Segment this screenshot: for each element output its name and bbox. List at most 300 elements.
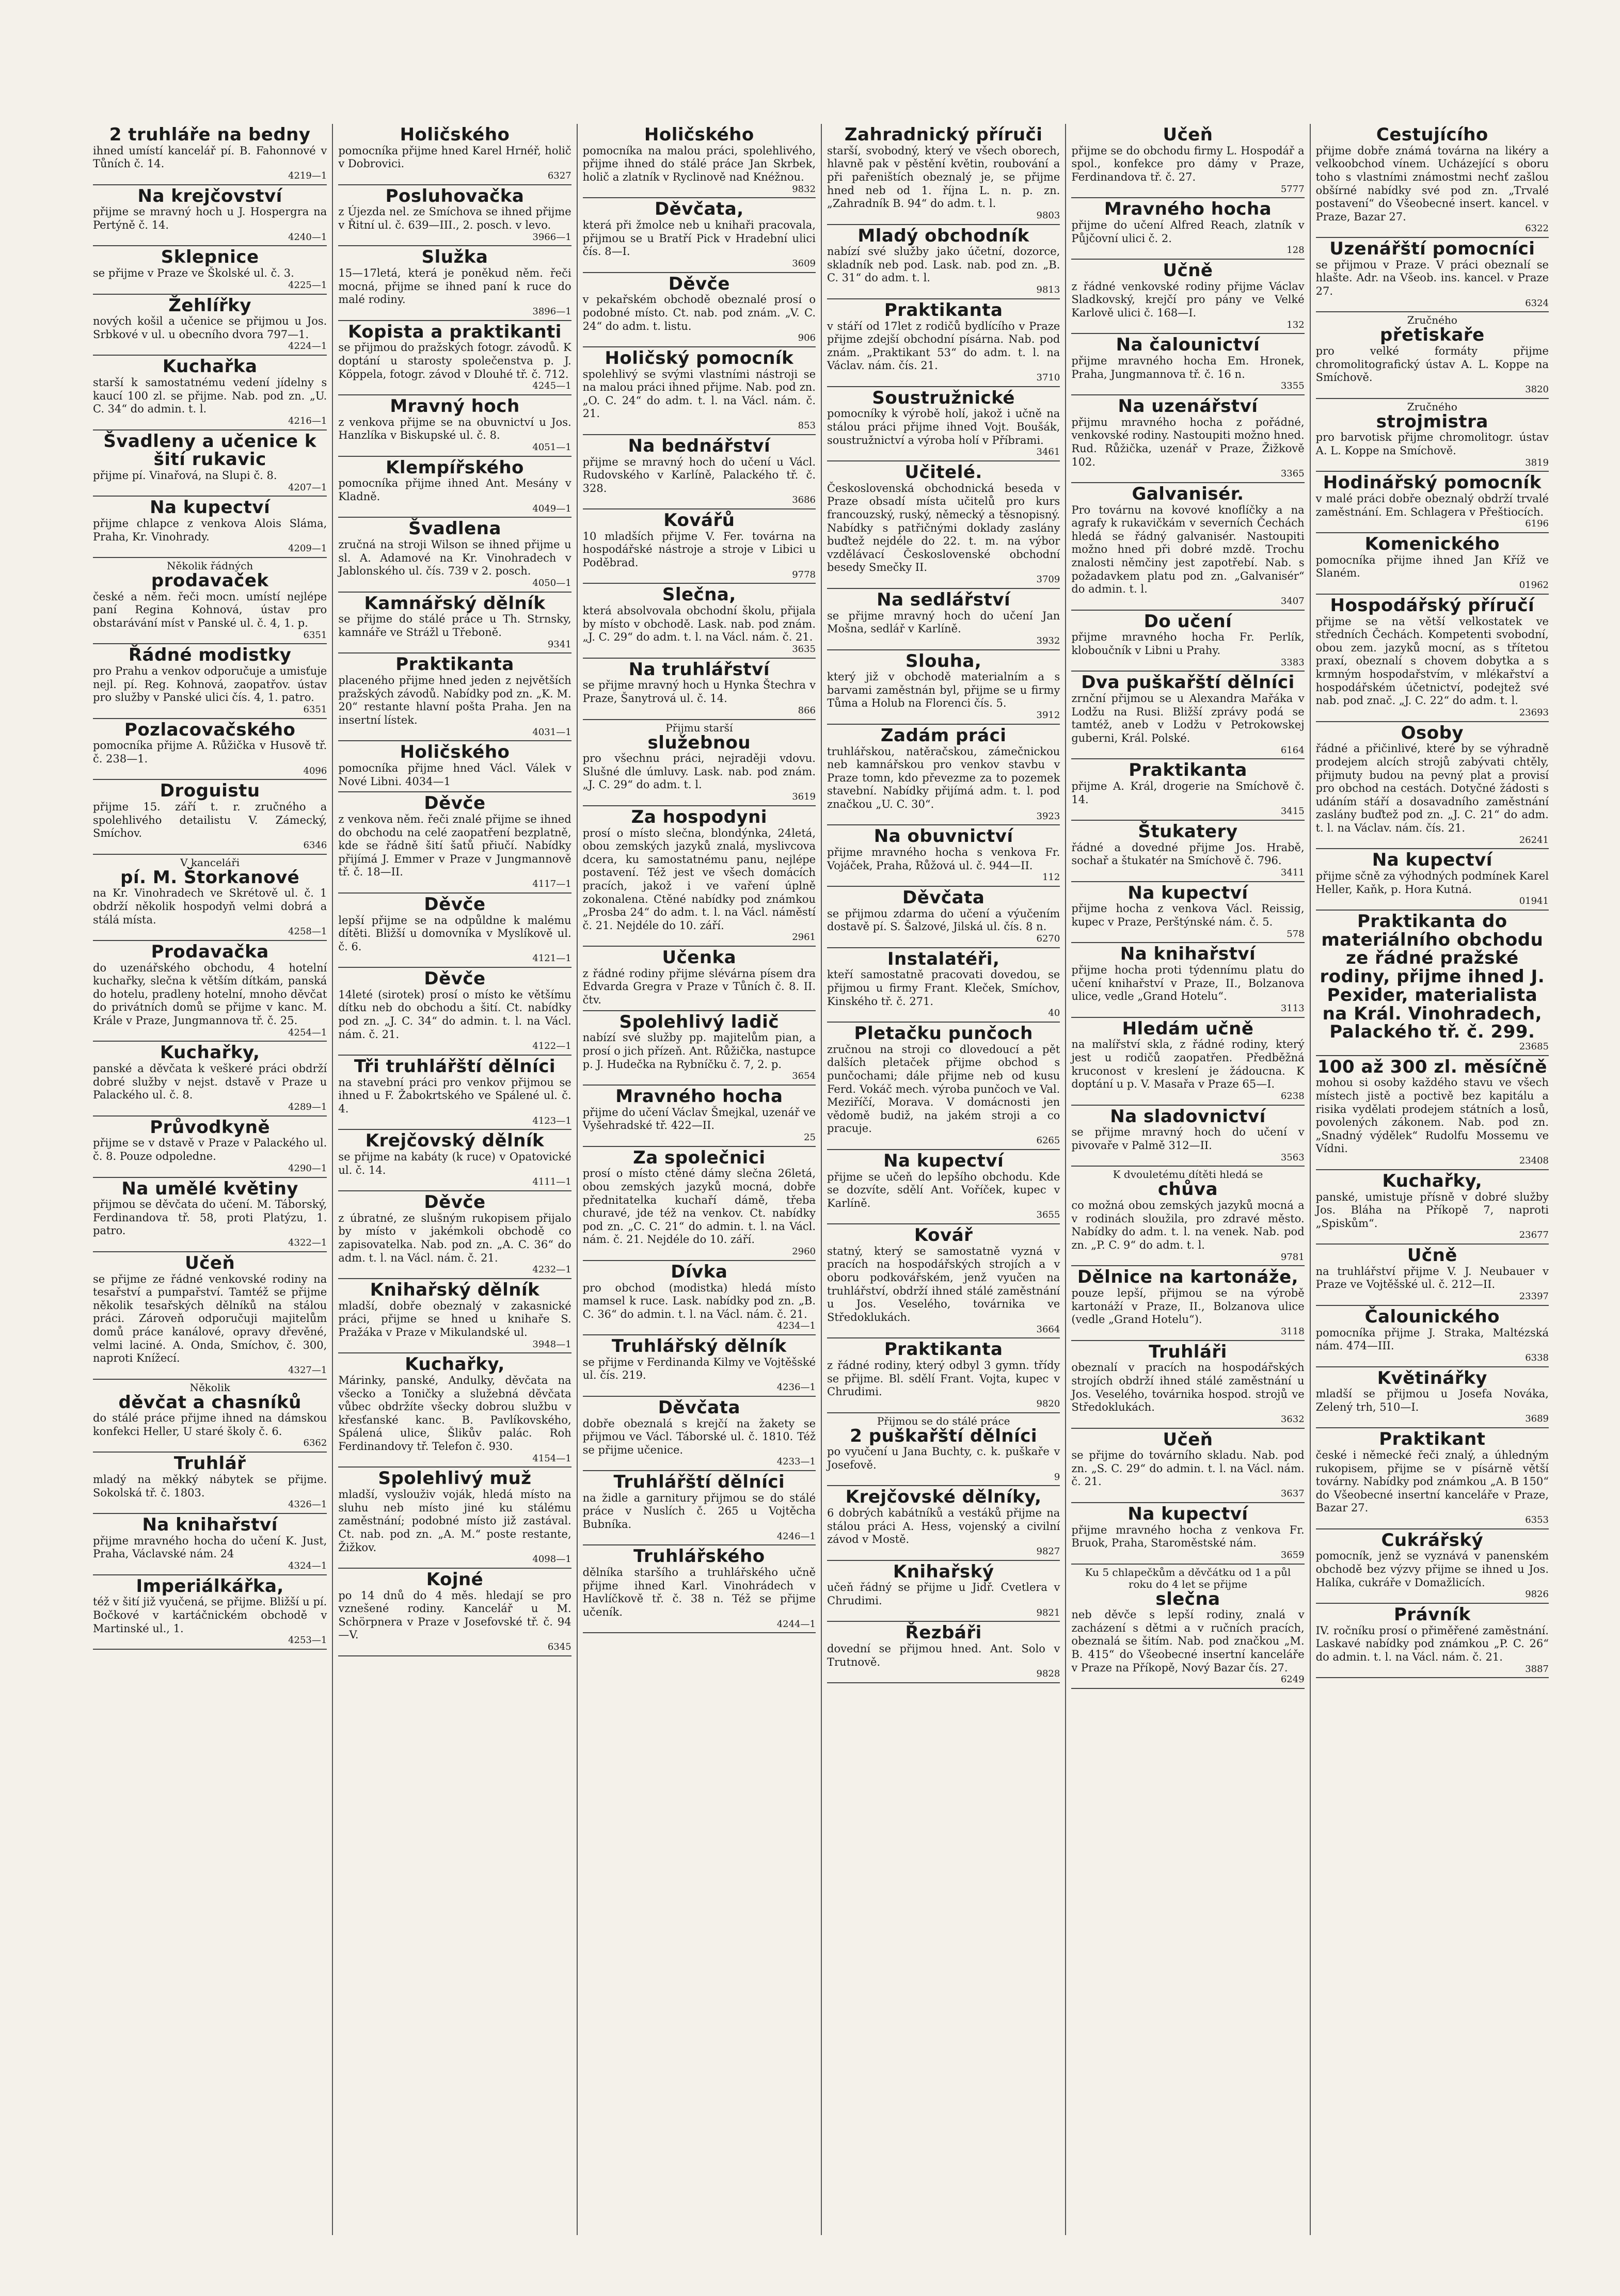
- ad-heading: Uzenářští pomocníci: [1329, 238, 1535, 260]
- classified-ad: [1316, 1170, 1549, 1245]
- ad-heading: Truhláři: [1149, 1341, 1227, 1362]
- ad-heading: Švadlena: [408, 518, 501, 539]
- classified-ad: [1316, 312, 1549, 398]
- ad-text: učeň řádný se přijme u Jidř. Cvetlera v Chrudimi.: [827, 1581, 1060, 1607]
- ad-heading: Řádné modistky: [128, 645, 292, 666]
- classified-ad: [93, 430, 327, 497]
- classified-ad: [93, 1252, 327, 1380]
- ad-ref-number: 578: [1287, 928, 1305, 939]
- column-5: [1065, 124, 1309, 2235]
- ad-heading: Řezbáři: [905, 1622, 982, 1644]
- ad-heading: Sklepnice: [161, 247, 259, 268]
- ad-ref-number: 6249: [1280, 1674, 1305, 1685]
- ad-ref-number: 6238: [1280, 1090, 1305, 1102]
- ad-ref-number: 3932: [1036, 635, 1060, 646]
- ad-text: přijme hocha z venkova Václ. Reissig, kupec v Praze, Perštýnské nám. č. 5.: [1071, 902, 1305, 929]
- ad-heading: Praktikanta do materiálního obchodu ze řádné pražské rodiny, přijme ihned J. Pexider, materialista na Král. Vinohradech, Palackého tř. č. 299.: [1320, 911, 1545, 1043]
- classified-ad: [1071, 759, 1304, 821]
- ad-text: přijme se učeň do lepšího obchodu. Kde se dozvíte, sdělí Ant. Voříček, kupec v Karlíně.: [827, 1170, 1060, 1209]
- classified-ad: [1316, 1306, 1549, 1367]
- ad-ref-number: 3659: [1280, 1549, 1305, 1560]
- ad-heading: Zadám práci: [880, 725, 1007, 746]
- classified-ad: [338, 894, 571, 968]
- ad-text: 15—17letá, která je poněkud něm. řeči mocná, přijme se ihned paní k ruce do malé rodiny.: [338, 267, 571, 306]
- ad-heading: Učně: [1407, 1245, 1457, 1266]
- ad-heading: Na krejčovství: [137, 185, 282, 206]
- ad-heading: Prodavačka: [151, 941, 269, 962]
- ad-ref-number: 4224—1: [288, 341, 327, 352]
- classified-ad: [338, 968, 571, 1056]
- ad-heading: Na kupectví: [1127, 882, 1248, 903]
- ad-heading: Za společnici: [633, 1147, 766, 1168]
- ad-ref-number: 9341: [547, 639, 571, 650]
- ad-heading: Hledám učně: [1122, 1018, 1254, 1039]
- ad-text: se přijme mravný hoch u Hynka Štechra v Praze, Šanytrová ul. č. 14.: [582, 679, 816, 705]
- ad-text: zručná na stroji Wilson se ihned přijme u sl. A. Adamové na Kr. Vinohradech v Jablonského ul. čís. 739 v 2. posch.: [338, 538, 571, 578]
- classified-ad: [338, 457, 571, 518]
- ad-ref-number: 4031—1: [532, 726, 571, 738]
- ad-text: která při žmolce neb u knihaři pracovala, přijmou se u Bratří Pick v Hradební ulici čís. 8—I.: [582, 219, 816, 258]
- ad-heading: slečna: [1155, 1588, 1220, 1609]
- classified-ad: [1316, 911, 1549, 1056]
- ad-text: po vyučení u Jana Buchty, c. k. puškaře v Josefově.: [827, 1445, 1060, 1471]
- ad-heading: Učně: [1163, 260, 1213, 281]
- ad-heading: Komenického: [1364, 534, 1500, 555]
- ad-text: české i německé řeči znalý, a úhledným rukopisem, přijme se v písárně větší továrny. Nabídky pod známkou „A. B 150“ do Všeobecné insertní kanceláře v Praze, Bazar 27.: [1315, 1448, 1549, 1514]
- ad-heading: Kopista a praktikanti: [348, 321, 562, 342]
- classified-ad: [1071, 483, 1304, 611]
- ad-text: po 14 dnů do 4 měs. hledají se pro vznešené rodiny. Kancelář u M. Schörpnera v Praze v Josefovské tř. č. 94—V.: [338, 1589, 571, 1641]
- ad-heading: Knihařský dělník: [370, 1279, 540, 1300]
- ad-text: prosí o místo ctěné dámy slečna 26letá, obou zemských jazyků mocná, dobře přednitatelka kuchaří dámě, třeba churavé, jde též na venkov. Ct. nabídky pod zn. „C. C. 21“ do admin. t. l. na Václ. nám. č. 21. Nejdéle do 10. září.: [582, 1167, 816, 1246]
- ad-text: 14leté (sirotek) prosí o místo ke většímu dítku neb do obchodu a šití. Ct. nabídky pod zn. „J. C. 34“ do admin. t. l. na Václ. nám. č. 21.: [338, 988, 571, 1041]
- ad-text: přijme hocha proti týdennímu platu do učení knihařství v Praze, II., Bolzanova ulice, vedle „Grand Hotelu“.: [1071, 964, 1305, 1003]
- ad-ref-number: 01941: [1519, 896, 1549, 907]
- ad-heading: 100 až 300 zl. měsíčně: [1317, 1056, 1547, 1077]
- ad-text: z venkova přijme se na obuvnictví u Jos. Hanzlíka v Biskupské ul. č. 8.: [338, 416, 571, 442]
- ad-heading: Spolehlivý ladič: [619, 1011, 779, 1032]
- ad-ref-number: 4051—1: [532, 441, 571, 453]
- ad-kicker: Zručného: [1407, 314, 1457, 327]
- classified-ad: [1071, 198, 1304, 260]
- ad-ref-number: 4324—1: [288, 1560, 327, 1571]
- ad-heading: Zahradnický příruči: [844, 124, 1043, 145]
- classified-ad: [1316, 472, 1549, 533]
- classified-ad: [583, 198, 816, 273]
- ad-ref-number: 3887: [1525, 1663, 1549, 1675]
- classified-ad: [827, 1622, 1060, 1683]
- ad-text: truhlářskou, natěračskou, zámečnickou neb kamnářskou pro venkov stavbu v Praze tomn, kdo převezme za to pozemek stavební. Nabídky přijímá adm. t. l. pod značkou „U. C. 30“.: [827, 745, 1060, 810]
- ad-kicker: Přijmou se do stálé práce: [877, 1414, 1010, 1427]
- classified-ad: [93, 1514, 327, 1575]
- ad-heading: Truhlářský dělník: [611, 1336, 787, 1357]
- ad-heading: Právník: [1393, 1604, 1471, 1625]
- ad-ref-number: 6362: [303, 1438, 327, 1449]
- ad-heading: Na kupectví: [1372, 850, 1492, 871]
- ad-text: mladší, dobře obeznalý v zakasnické práci, přijme se hned u knihaře S. Pražáka v Praze v Mikulandské ul.: [338, 1299, 571, 1338]
- ad-ref-number: 4253—1: [288, 1635, 327, 1646]
- ad-ref-number: 4240—1: [288, 231, 327, 243]
- classified-ad: [827, 589, 1060, 650]
- ad-ref-number: 4050—1: [532, 577, 571, 588]
- ad-ref-number: 6270: [1036, 933, 1060, 944]
- ad-heading: Kuchařky,: [1382, 1170, 1483, 1191]
- ad-ref-number: 3609: [792, 258, 816, 269]
- ad-text: mohou si osoby každého stavu ve všech místech jistě a poctivě bez kapitálu a risika vydělati prodejem státních a losů, povolených zákonem. Nab. pod zn. „Snadný výdělek“ Rudolfu Mossemu ve Vídni.: [1315, 1076, 1549, 1155]
- ad-text: nových košil a učenice se přijmou u Jos. Srbkové v ul. u obecního dvora 797—1.: [93, 315, 327, 341]
- ad-ref-number: 3710: [1036, 372, 1060, 383]
- classified-ad: [827, 124, 1060, 225]
- ad-text: na stavební práci pro venkov přijmou se ihned u F. Žabokrtského ve Spálené ul. č. 4.: [338, 1076, 571, 1115]
- ad-heading: Švadleny a učenice k šití rukavic: [103, 430, 316, 470]
- ad-heading: Slečna,: [662, 584, 736, 605]
- ad-ref-number: 4219—1: [288, 170, 327, 181]
- ad-ref-number: 3820: [1525, 384, 1549, 395]
- ad-text: na židle a garnitury přijmou se do stálé práce v Nuslích č. 265 u Vojtěcha Bubníka.: [582, 1491, 816, 1531]
- ad-ref-number: 4245—1: [532, 380, 571, 392]
- ad-kicker: Přijmu starší: [665, 721, 733, 734]
- classified-ad: [827, 650, 1060, 725]
- classified-ad: [93, 644, 327, 719]
- ad-ref-number: 3118: [1280, 1326, 1305, 1337]
- classified-ad: [583, 273, 816, 347]
- ad-ref-number: 6265: [1036, 1135, 1060, 1146]
- ad-heading: Žehlířky: [168, 295, 252, 316]
- ad-ref-number: 6324: [1525, 297, 1549, 309]
- ad-text: se přijme v Ferdinanda Kilmy ve Vojtěšské ul. čís. 219.: [582, 1356, 816, 1382]
- classified-ad: [1071, 611, 1304, 672]
- classified-ad: [338, 1191, 571, 1279]
- ad-heading: Hodinářský pomocník: [1323, 472, 1542, 493]
- ad-text: přijme dobře známá továrna na likéry a velkoobchod vínem. Ucházející s oboru toho s vlastními známostmi nechť zašlou obšírné nabídky své pod zn. „Trvalé postavení“ do Všeobecné insert. kancel. v Praze, Bazar 27.: [1315, 144, 1549, 223]
- ad-ref-number: 3461: [1036, 447, 1060, 458]
- ad-ref-number: 23685: [1519, 1041, 1549, 1052]
- ad-text: dovední se přijmou hned. Ant. Solo v Trutnově.: [827, 1643, 1060, 1668]
- classified-ad: [338, 1569, 571, 1656]
- ad-heading: Krejčovský dělník: [365, 1130, 545, 1152]
- ad-ref-number: 23693: [1519, 707, 1549, 718]
- ad-text: přijme pí. Vinařová, na Slupi č. 8.: [93, 469, 277, 482]
- ad-heading: Kovář: [914, 1225, 973, 1246]
- ad-text: řádné a přičinlivé, které by se výhradně prodejem alcích strojů zabývati chtěly, přijmuty budou na pevný plat a provisí pro obchod na cestách. Dotyčné žádosti s udáním stáří a dosavadního zaměstnání zaslány buďtež pod zn. „J. C. 21“ do adm. t. l. na Václav. nám. čís. 21.: [1315, 742, 1549, 834]
- ad-ref-number: 4258—1: [288, 926, 327, 937]
- ad-ref-number: 6353: [1525, 1514, 1549, 1525]
- ad-text: se přijme ze řádné venkovské rodiny na tesařství a pumpařství. Tamtéž se přijme několik tesařských dělníků na stálou práci. Zároveň odporučuji majitelům domů práce kanálové, opravy dřevěné, velmi laciné. A. Onda, Smíchov, č. 300, naproti Knížecí.: [93, 1272, 327, 1365]
- ad-ref-number: 4254—1: [288, 1027, 327, 1038]
- ad-heading: Pletačku punčoch: [854, 1023, 1033, 1044]
- classified-ad: [93, 356, 327, 430]
- ad-text: co možná obou zemských jazyků mocná a v rodinách sloužila, pro zdravé město. Nabídky do adm. t. l. na venek. Nab. pod zn. „P. C. 9“ do adm. t. l.: [1071, 1199, 1305, 1251]
- ad-ref-number: 6351: [303, 704, 327, 715]
- ad-text: starší k samostatnému vedení jídelny s kaucí 100 zl. se přijme. Nab. pod zn. „U. C. 34“ do admin. t. l.: [93, 376, 327, 416]
- classified-ad: [827, 1413, 1060, 1487]
- ad-heading: Kuchařka: [162, 356, 258, 377]
- classified-ad: [583, 347, 816, 435]
- ad-ref-number: 9828: [1036, 1668, 1060, 1680]
- ad-text: Československá obchodnická beseda v Praze obsadí místa učitelů pro kurs francouzský, ruský, německý a těsnopisný. Nabídky s patřičnými doklady zaslány buďtež nejdéle do 22. t. m. na výbor vzdělávací Československé obchodní besedy Smečky II.: [827, 482, 1060, 574]
- ad-ref-number: 6338: [1525, 1352, 1549, 1363]
- classified-ad: [1316, 1604, 1549, 1678]
- ad-text: mladší, vyslouživ voják, hledá místo na sluhu neb místo jiné ku stálému zaměstnání; podobné místo již zastával. Ct. nab. pod zn. „A. M.“ poste restante, Žižkov.: [338, 1488, 571, 1554]
- ad-ref-number: 9803: [1036, 210, 1060, 221]
- ad-text: ihned umístí kancelář pí. B. Fahonnové v Tůních č. 14.: [93, 144, 327, 170]
- ad-ref-number: 3415: [1280, 806, 1305, 817]
- ad-heading: Truhlář: [173, 1453, 246, 1474]
- classified-ad: [93, 246, 327, 294]
- classified-ad: [1071, 1266, 1304, 1341]
- column-2: [332, 124, 576, 2235]
- ad-ref-number: 9820: [1036, 1398, 1060, 1409]
- ad-text: z Újezda nel. ze Smíchova se ihned přijme v Řitní ul. č. 639—III., 2. posch. v levo.: [338, 205, 571, 231]
- ad-heading: Učenka: [662, 947, 737, 968]
- classified-ad: [583, 1545, 816, 1633]
- ad-text: 10 mladších přijme V. Fer. továrna na hospodářské nástroje a stroje v Libici u Poděbrad.: [582, 530, 816, 569]
- classified-ad: [583, 509, 816, 584]
- classified-ad: [827, 1561, 1060, 1622]
- ad-heading: Na knihařství: [142, 1514, 278, 1535]
- classified-ad: [1316, 1529, 1549, 1604]
- ad-ref-number: 132: [1287, 319, 1305, 330]
- ad-text: pomocníka přijme ihned Ant. Mesány v Kladně.: [338, 477, 571, 503]
- classified-ad: [583, 1086, 816, 1147]
- ad-ref-number: 26241: [1519, 834, 1549, 846]
- ad-heading: Slouha,: [906, 650, 982, 672]
- classified-ad: [583, 947, 816, 1011]
- ad-text: mladší se přijmou u Josefa Nováka, Zelený trh, 510—I.: [1315, 1388, 1549, 1413]
- classified-ad: [338, 124, 571, 185]
- ad-heading: Pozlacovačského: [124, 719, 296, 740]
- classified-ad: [1071, 395, 1304, 483]
- ad-ref-number: 3664: [1036, 1324, 1060, 1335]
- ad-heading: přetiskaře: [1379, 325, 1485, 346]
- ad-text: pomocníka přijme hned Karel Hrnéř, holič v Dobrovici.: [338, 144, 571, 170]
- ad-heading: Imperiálkářka,: [136, 1575, 284, 1597]
- ad-heading: služebnou: [647, 732, 751, 753]
- ad-text: se přijmou zdarma do učení a výučením dostavě pí. S. Šalzové, Jilská ul. čís. 8 n.: [827, 907, 1060, 933]
- ad-heading: Holičského: [400, 742, 510, 763]
- ad-text: placeného přijme hned jeden z největších pražských závodů. Nabídky pod zn. „K. M. 20“ restante hlavní pošta Praha. Jen na insertní lístek.: [338, 674, 571, 726]
- ad-ref-number: 3407: [1280, 595, 1305, 607]
- ad-text: který již v obchodě materialním a s barvami zaměstnán byl, přijme se u firmy Tůma a Holub na Florenci čís. 5.: [827, 671, 1060, 710]
- ad-ref-number: 4236—1: [776, 1382, 816, 1393]
- ad-text: kteří samostatně pracovati dovedou, se přijmou u firmy Frant. Kleček, Smíchov, Kinského tř. č. 271.: [827, 968, 1060, 1008]
- ad-ref-number: 3383: [1280, 657, 1305, 668]
- ad-text: pouze lepší, přijmou se na výrobě kartonáží v Praze, II., Bolzanova ulice (vedle „Grand Hotelu“).: [1071, 1286, 1305, 1326]
- classified-ad: [338, 653, 571, 741]
- ad-text: přijme se mravný hoch u J. Hospergra na Pertýně č. 14.: [93, 205, 327, 231]
- classified-ad: [583, 1397, 816, 1471]
- ad-heading: chůva: [1157, 1179, 1218, 1200]
- ad-text: pomocníka přijme hned Václ. Válek v Nové Libni. 4034—1: [338, 762, 571, 788]
- classified-ad: [827, 299, 1060, 387]
- ad-ref-number: 4049—1: [532, 503, 571, 514]
- ad-text: přijme sčně za výhodných podmínek Karel Heller, Kaňk, p. Hora Kutná.: [1315, 870, 1549, 896]
- ad-text: přijme chlapce z venkova Alois Sláma, Praha, Kr. Vinohrady.: [93, 517, 327, 543]
- ad-heading: Za hospodyni: [631, 806, 767, 827]
- ad-text: přijme 15. září t. r. zručného a spolehlivého detailistu V. Zámecký, Smíchov.: [93, 801, 327, 840]
- ad-text: do uzenářského obchodu, 4 hotelní kuchařky, slečna k větším dítkám, panská do hotelu, pradleny hotelní, mnoho děvčat do privátních domů se přijme v kanc. M. Krále v Praze, Jungmannova tř. č. 25.: [93, 961, 327, 1027]
- ad-ref-number: 4122—1: [532, 1041, 571, 1052]
- ad-heading: Děvče: [424, 1192, 486, 1213]
- ad-heading: Učeň: [1163, 1429, 1213, 1450]
- ad-ref-number: 9781: [1280, 1251, 1305, 1263]
- ad-text: pro barvotisk přijme chromolitogr. ústav A. L. Koppe na Smíchově.: [1315, 431, 1549, 457]
- ad-text: IV. ročníku prosí o přiměřené zaměstnání. Laskavé nabídky pod známkou „P. C. 26“ do admin. t. l. na Václ. nám. č. 21.: [1315, 1624, 1549, 1663]
- ad-kicker: K dvouletému dítěti hledá se: [1113, 1168, 1263, 1181]
- ad-text: v stáří od 17let z rodičů bydlícího v Praze přijme zdejší obchodní písárna. Nab. pod znám. „Praktikant 53“ do adm. t. l. na Václav. nám. čís. 21.: [827, 320, 1060, 372]
- ad-ref-number: 3635: [792, 644, 816, 655]
- classified-ad: [1071, 882, 1304, 944]
- ad-kicker: Několik: [189, 1381, 230, 1394]
- classified-ad: [827, 948, 1060, 1023]
- ad-text: na truhlářství přijme V. J. Neubauer v Praze ve Vojtěšské ul. č. 212—II.: [1315, 1265, 1549, 1291]
- ad-ref-number: 3819: [1525, 457, 1549, 468]
- ad-text: přijmu mravného hocha z pořádné, venkovské rodiny. Nastoupiti možno hned. Rud. Růžička, uzenář v Praze, Žižkově 102.: [1071, 416, 1305, 468]
- ad-ref-number: 4123—1: [532, 1115, 571, 1126]
- ad-text: přijmou se děvčata do učení. M. Táborský, Ferdinandova tř. 58, proti Platýzu, 1. patro.: [93, 1198, 327, 1237]
- ad-text: pro velké formáty přijme chromolitografický ústav A. L. Koppe na Smíchově.: [1315, 345, 1549, 384]
- ad-text: se přijme do továrního skladu. Nab. pod zn. „S. C. 29“ do admin. t. l. na Václ. nám. č. 21.: [1071, 1449, 1305, 1488]
- classified-ad: [583, 659, 816, 720]
- ad-text: která absolvovala obchodní školu, přijala by místo v obchodě. Lask. nab. pod znám. „J. C. 29“ do adm. t. l. na Václ. nám. č. 21.: [582, 604, 816, 644]
- ad-heading: Na obuvnictví: [873, 826, 1013, 847]
- ad-text: přijme se mravný hoch do učení u Václ. Rudovského v Karlíně, Palackého tř. č. 328.: [582, 455, 816, 495]
- ad-ref-number: 4216—1: [288, 415, 327, 426]
- ad-ref-number: 4117—1: [532, 879, 571, 890]
- classified-ad: [1071, 334, 1304, 395]
- ad-ref-number: 6327: [547, 170, 571, 181]
- ad-text: nabízí své služby jako účetní, dozorce, skladník neb pod. Lask. nab. pod zn. „B. C. 31“ do adm. t. l.: [827, 245, 1060, 284]
- ad-heading: Na knihařství: [1120, 944, 1256, 965]
- ad-heading: Čalounického: [1364, 1306, 1500, 1327]
- ad-ref-number: 23677: [1519, 1230, 1549, 1241]
- ad-text: přijme se na větší velkostatek ve středních Čechách. Kompetenti svobodní, obou zem. jazyků mocní, as s třítetou praxí, obeznalí s chovem dobytka a s krmným hospodařstvím, v mlékařství a hospodářském účetnictví, podejtež své nab. pod znač. „J. C. 22“ do adm. t. l.: [1315, 615, 1549, 707]
- ad-ref-number: 866: [798, 705, 816, 716]
- ad-ref-number: 3655: [1036, 1209, 1060, 1221]
- classified-ad: [338, 246, 571, 321]
- ad-heading: Děvče: [424, 793, 486, 814]
- classified-ad: [93, 295, 327, 356]
- ad-heading: Děvčata: [658, 1397, 740, 1418]
- ad-heading: Děvče: [424, 894, 486, 915]
- classified-ad: [338, 593, 571, 654]
- classified-ad: [338, 321, 571, 395]
- classified-ad: [1316, 722, 1549, 850]
- ad-heading: Kuchařky,: [160, 1042, 260, 1063]
- classified-ad: [1071, 821, 1304, 882]
- ad-ref-number: 4098—1: [532, 1554, 571, 1565]
- ad-ref-number: 3654: [792, 1071, 816, 1082]
- ad-heading: Děvčata,: [655, 199, 744, 220]
- classified-ad: [93, 941, 327, 1042]
- ad-ref-number: 3637: [1280, 1488, 1305, 1500]
- ad-heading: Učitelé.: [904, 462, 982, 483]
- classified-ad: [827, 461, 1060, 589]
- ad-text: přijme mravného hocha Fr. Perlík, kloboučník v Libni u Prahy.: [1071, 631, 1305, 657]
- ad-text: lepší přijme se na odpůldne k malému dítěti. Bližší u domovníka v Myslíkově ul. č. 6.: [338, 914, 571, 953]
- classified-ad: [1316, 1056, 1549, 1170]
- ad-heading: Tři truhlářští dělníci: [354, 1056, 556, 1077]
- ad-text: se přijmou v Praze. V práci obeznalí se hlašte. Adr. na Všeob. ins. kancel. v Praze 27.: [1315, 258, 1549, 298]
- ad-ref-number: 2961: [792, 932, 816, 943]
- classified-ad: [1071, 672, 1304, 759]
- ad-ref-number: 9832: [792, 183, 816, 195]
- classified-ad: [93, 124, 327, 185]
- ad-heading: Na čalounictví: [1116, 334, 1260, 356]
- classified-ad: [1316, 1367, 1549, 1429]
- ad-text: řádné a dovedné přijme Jos. Hrabě, sochař a štukatér na Smíchově č. 796.: [1071, 841, 1305, 867]
- ad-ref-number: 3966—1: [532, 231, 571, 243]
- ad-heading: Praktikanta: [884, 299, 1003, 321]
- ad-text: spolehlivý se svými vlastními nástroji se na malou práci ihned přijme. Nab. pod zn. „O. C. 24“ do adm. t. l. na Václ. nám. č. 21.: [582, 368, 816, 420]
- classified-ad: [93, 1042, 327, 1116]
- classified-ad: [583, 1147, 816, 1261]
- ad-ref-number: 4096: [303, 765, 327, 776]
- ad-kicker: V kanceláři: [180, 856, 240, 869]
- ad-heading: Hospodářský příručí: [1330, 595, 1535, 616]
- classified-ad: [93, 719, 327, 780]
- classified-ad: [93, 185, 327, 247]
- column-3: [577, 124, 821, 2235]
- ad-heading: Do učení: [1143, 611, 1232, 632]
- classified-ad: [338, 518, 571, 592]
- classifieds-page: [88, 124, 1554, 2235]
- ad-ref-number: 4289—1: [288, 1102, 327, 1112]
- ad-heading: Učeň: [1163, 124, 1213, 145]
- ad-heading: Praktikant: [1379, 1429, 1486, 1450]
- ad-text: pomocníka přijme ihned Jan Kříž ve Slaném.: [1315, 553, 1549, 580]
- ad-heading: Učeň: [185, 1252, 235, 1273]
- classified-ad: [1071, 943, 1304, 1017]
- classified-ad: [827, 1150, 1060, 1224]
- classified-ad: [1071, 1503, 1304, 1565]
- ad-heading: Holičský pomocník: [605, 347, 794, 369]
- ad-text: se přijme mravný hoch do učení Jan Mošna, sedlář v Karlíně.: [827, 609, 1060, 635]
- ad-ref-number: 4234—1: [776, 1320, 816, 1332]
- ad-text: pomocníka přijme A. Růžička v Husově tř. č. 238—1.: [93, 739, 327, 765]
- ad-ref-number: 6351: [303, 629, 327, 641]
- ad-heading: Praktikanta: [1129, 760, 1247, 781]
- ad-ref-number: 5777: [1280, 183, 1305, 195]
- classified-ad: [827, 1023, 1060, 1150]
- ad-text: přijme do učení Alfred Reach, zlatník v Půjčovní ulici č. 2.: [1071, 219, 1305, 245]
- ad-ref-number: 3948—1: [532, 1338, 571, 1350]
- ad-text: pomocníky k výrobě holí, jakož i učně na stálou práci přijme ihned Vojt. Boušák, soustružnictví a výroba holí v Příbrami.: [827, 407, 1060, 447]
- ad-text: Pro továrnu na kovové knoflíčky a na agrafy k rukavičkám v severních Čechách hledá se řádný galvanisér. Nastoupiti možno hned při dobré mzdě. Trochu znalosti němčiny jest zapotřebí. Nab. s požadavkem platu pod zn. „Galvanisér“ do admin. t. l.: [1071, 503, 1305, 596]
- classified-ad: [93, 1178, 327, 1252]
- ad-text: obeznalí v pracích na hospodářských strojích obdrží ihned stálé zaměstnání u Jos. Veselého, továrnika hospod. strojů ve Středoklukách.: [1071, 1361, 1305, 1414]
- classified-ad: [93, 780, 327, 854]
- classified-ad: [338, 741, 571, 792]
- ad-text: v pekařském obchodě obeznalé prosí o podobné místo. Ct. nab. pod znám. „V. C. 24“ do adm. t. listu.: [582, 293, 816, 332]
- ad-text: se přijme do stálé práce u Th. Strnsky, kamnáře ve Strážl u Třeboně.: [338, 613, 571, 639]
- ad-heading: Praktikanta: [395, 654, 514, 675]
- ad-heading: Dívka: [671, 1261, 728, 1282]
- ad-heading: Kuchařky,: [405, 1354, 505, 1375]
- ad-heading: Droguistu: [160, 780, 260, 802]
- ad-text: starší, svobodný, který ve všech oborech, hlavně pak v pěstění květin, roubování a při pařeništích obeznalý je, se přijme hned neb od 1. října L. n. p. zn. „Zahradník B. 94“ do adm. t. l.: [827, 144, 1060, 210]
- classified-ad: [827, 1224, 1060, 1338]
- classified-ad: [1316, 399, 1549, 472]
- classified-ad: [1071, 124, 1304, 198]
- ad-text: přijme se v dstavě v Praze v Palackého ul. č. 8. Pouze odpoledne.: [93, 1137, 327, 1163]
- ad-ref-number: 4326—1: [288, 1499, 327, 1510]
- ad-heading: Na sedlářství: [877, 589, 1011, 610]
- classified-ad: [1071, 1167, 1304, 1266]
- ad-ref-number: 853: [798, 420, 816, 432]
- ad-ref-number: 23397: [1519, 1291, 1549, 1302]
- classified-ad: [93, 1575, 327, 1650]
